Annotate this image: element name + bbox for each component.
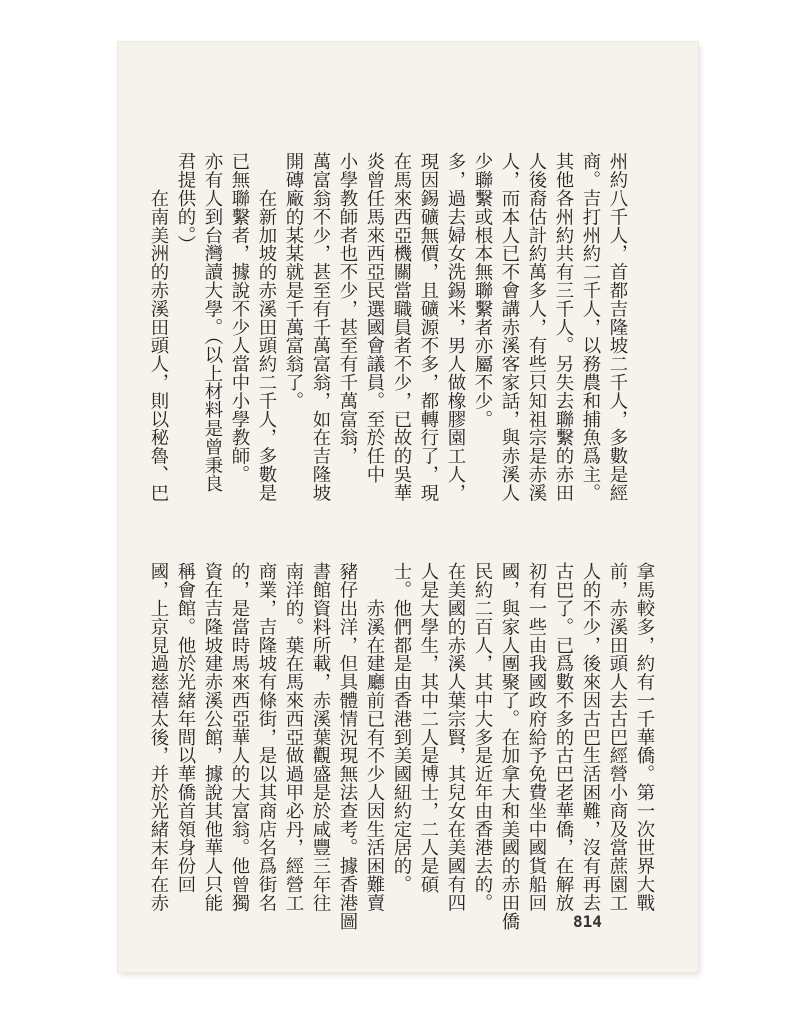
text-column: 在馬來西亞機關當職員者不少，已故的吳華	[391, 152, 412, 502]
text-column: 商業，吉隆坡有條街，是以其商店名爲街名	[256, 562, 277, 912]
text-column: 人，而本人已不會講赤溪客家話，與赤溪人	[499, 152, 520, 502]
text-column: 民約二百人，其中大多是近年由香港去的。	[472, 562, 493, 912]
text-column: 現因錫礦無價，且礦源不多，都轉行了，現	[418, 152, 439, 502]
bottom-text-block	[146, 562, 656, 930]
text-column: 國，與家人團聚了。在加拿大和美國的赤田僑	[499, 562, 520, 930]
text-column: 小學教師者也不少，甚至有千萬富翁，	[337, 152, 358, 465]
text-column: 國，上京見過慈禧太後，并於光緒末年在赤	[148, 562, 169, 912]
text-column: 萬富翁不少，甚至有千萬富翁，如在吉隆坡	[310, 152, 331, 502]
text-column: 前，赤溪田頭人去古巴經營小商及當蔗園工	[607, 562, 628, 912]
page-number: 814	[573, 912, 602, 931]
text-column: 炎曾任馬來西亞民選國會議員。至於任中	[364, 152, 385, 484]
text-column: 已無聯繫者，據說不少人當中小學教師。	[229, 152, 250, 484]
book-page	[118, 42, 698, 972]
text-column: 人的不少，後來因古巴生活困難，沒有再去	[580, 562, 601, 912]
text-column: 州約八千人，首都吉隆坡二千人，多數是經	[607, 152, 628, 502]
text-column: 商。吉打州約二千人，以務農和捕魚爲主。	[580, 152, 601, 502]
text-column: 資在吉隆坡建赤溪公館，據說其他華人只能	[202, 562, 223, 912]
text-column: 君提供的。）	[175, 152, 196, 254]
text-column: 稱會館。他於光緒年間以華僑首領身份回	[175, 562, 196, 894]
text-column: 士。他們都是由香港到美國紐約定居的。	[391, 562, 412, 894]
text-column: 其他各州約共有三千人。另失去聯繫的赤田	[553, 152, 574, 502]
text-column: 在新加坡的赤溪田頭約二千人，多數是	[256, 152, 277, 502]
text-column: 人後裔估計約萬多人，有些只知祖宗是赤溪	[526, 152, 547, 502]
top-text-block	[146, 152, 629, 502]
text-column: 在南美洲的赤溪田頭人，則以秘魯、巴	[148, 152, 169, 502]
text-column: 拿馬較多，約有一千華僑。第一次世界大戰	[634, 562, 655, 912]
text-column: 在美國的赤溪人葉宗賢，其兒女在美國有四	[445, 562, 466, 912]
text-column: 豬仔出洋，但具體情況現無法查考。據香港圖	[337, 562, 358, 930]
text-column: 開磚廠的某某就是千萬富翁了。	[283, 152, 304, 410]
text-column: 書館資料所載，赤溪葉觀盛是於咸豐三年往	[310, 562, 331, 912]
text-column: 亦有人到台灣讀大學。（以上材料是曾秉良	[202, 152, 223, 493]
text-column: 初有一些由我國政府給予免費坐中國貨船回	[526, 562, 547, 912]
text-column: 的，是當時馬來西亞華人的大富翁。他曾獨	[229, 562, 250, 912]
text-column: 少聯繫或根本無聯繫者亦屬不少。	[472, 152, 493, 428]
text-column: 赤溪在建廳前已有不少人因生活困難賣	[364, 562, 385, 912]
text-column: 多，過去婦女洗錫米，男人做橡膠園工人，	[445, 152, 466, 502]
text-column: 南洋的。葉在馬來西亞做過甲必丹，經營工	[283, 562, 304, 912]
text-column: 古巴了。已爲數不多的古巴老華僑，在解放	[553, 562, 574, 912]
text-column: 人是大學生，其中二人是博士，二人是碩	[418, 562, 439, 894]
